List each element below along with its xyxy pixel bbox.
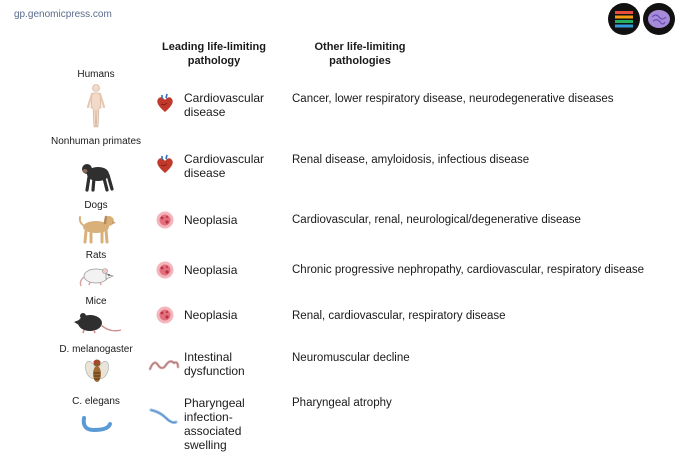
species-label: Rats [85,250,107,261]
species-label: D. melanogaster [59,344,133,355]
brain-logo-icon[interactable] [643,3,675,35]
chimpanzee-icon [80,161,114,191]
fruit-fly-icon [84,357,110,387]
leading-pathology-label: Neoplasia [184,308,238,322]
human-icon [86,84,106,128]
leading-pathology-label: Intestinal dysfunction [184,350,245,378]
other-pathologies-label: Cardiovascular, renal, neurological/degenerative disease [292,214,581,226]
pharynx-icon [148,406,178,426]
other-pathologies-header: Other life-limiting pathologies [314,41,406,67]
leading-pathology-label: Neoplasia [184,213,238,227]
other-pathologies-label: Renal, cardiovascular, respiratory disease [292,310,506,322]
other-pathologies-label: Renal disease, amyloidosis, infectious disease [292,154,530,166]
mouse-icon [74,311,122,335]
tumor-cell-icon [155,210,175,230]
heart-icon [155,94,175,114]
leading-pathology-label: Cardiovascular disease [184,91,265,119]
journal-logo-icon[interactable] [608,3,640,35]
dog-icon [78,213,116,243]
other-pathologies-label: Chronic progressive nephropathy, cardiovascular, respiratory disease [292,264,644,276]
rat-icon [78,265,118,287]
species-label: C. elegans [72,396,120,407]
leading-pathology-header: Leading life-limiting pathology [162,41,266,67]
other-pathologies-label: Pharyngeal atrophy [292,397,392,409]
leading-pathology-label: Cardiovascular disease [184,152,265,180]
leading-pathology-label: Neoplasia [184,263,238,277]
other-pathologies-label: Cancer, lower respiratory disease, neurodegenerative diseases [292,93,614,105]
tumor-cell-icon [155,260,175,280]
site-url[interactable]: gp.genomicpress.com [14,9,112,20]
intestine-icon [148,357,180,373]
species-label: Nonhuman primates [50,136,142,147]
worm-icon [80,410,114,434]
species-label: Humans [77,69,115,80]
species-label: Dogs [84,200,108,211]
heart-icon [155,155,175,175]
leading-pathology-label: Pharyngeal infection-associated swelling [184,396,245,452]
species-label: Mice [85,296,107,307]
tumor-cell-icon [155,305,175,325]
other-pathologies-label: Neuromuscular decline [292,352,410,364]
